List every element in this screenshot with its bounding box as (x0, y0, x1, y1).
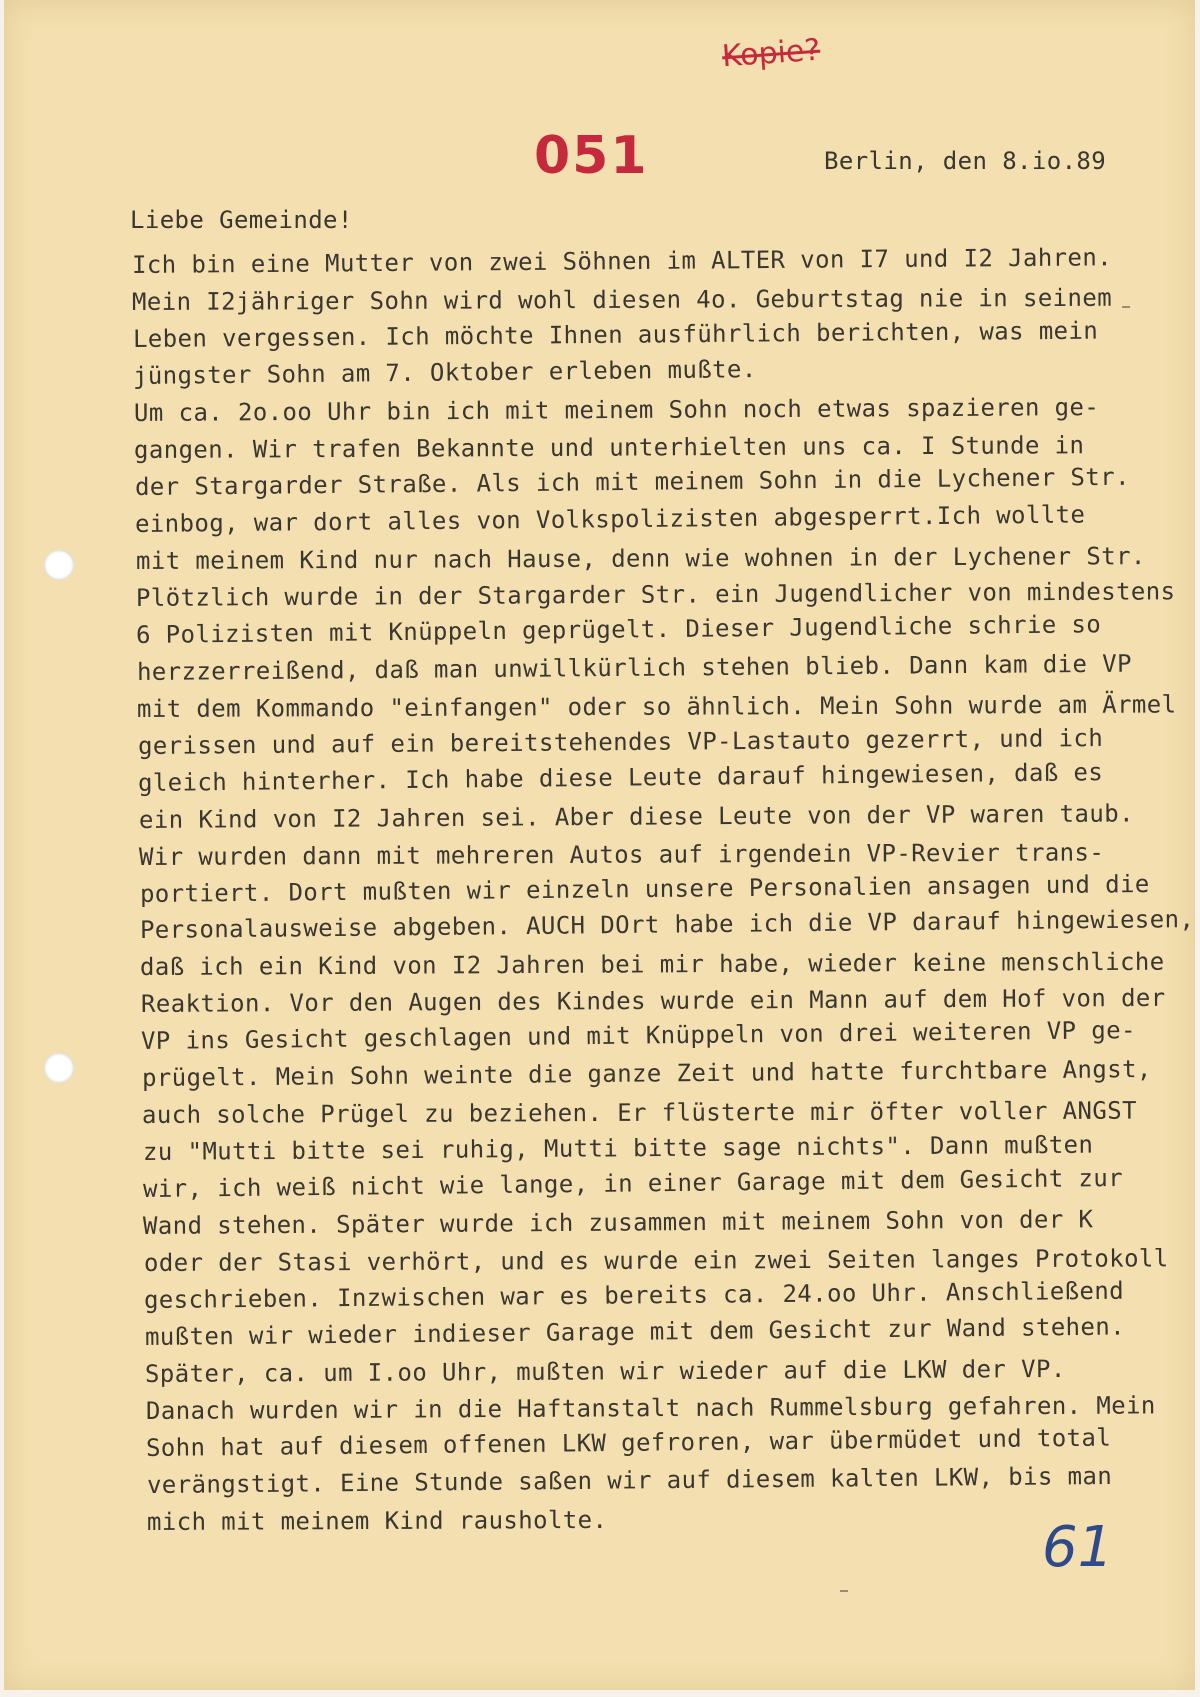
letter-date: Berlin, den 8.io.89 (824, 147, 1107, 175)
archive-stamp-number: 051 (534, 126, 649, 186)
letter-line: zu "Mutti bitte sei ruhig, Mutti bitte sage nichts". Dann mußten (142, 1130, 1094, 1167)
top-scribble: Kopie? (720, 32, 822, 75)
margin-mark (1122, 306, 1130, 308)
letter-line: Mein I2jähriger Sohn wird wohl diesen 4o. Geburtstag nie in seinem (132, 283, 1113, 316)
letter-line: Personalausweise abgeben. AUCH DOrt habe ich die VP darauf hingewiesen, (139, 905, 1195, 945)
letter-line: Ich bin eine Mutter von zwei Söhnen im ALTER von I7 und I2 Jahren. (131, 243, 1113, 279)
letter-line: gleich hinterher. Ich habe diese Leute darauf hingewiesen, daß es (138, 757, 1104, 797)
letter-line: daß ich ein Kind von I2 Jahren bei mir habe, wieder keine menschliche (140, 948, 1166, 982)
letter-line: Um ca. 2o.oo Uhr bin ich mit meinem Sohn noch etwas spazieren ge- (133, 392, 1100, 427)
margin-mark (840, 1590, 848, 1592)
punch-hole-top (44, 550, 74, 580)
salutation: Liebe Gemeinde! (130, 206, 353, 234)
letter-line: gerissen und auf ein bereitstehendes VP-Lastauto gezerrt, und ich (137, 723, 1104, 760)
letter-line: Sohn hat auf diesem offenen LKW gefroren, war übermüdet und total (145, 1423, 1112, 1463)
letter-line: oder der Stasi verhört, und es wurde ein zwei Seiten langes Protokoll (143, 1244, 1169, 1278)
letter-line: portiert. Dort mußten wir einzeln unsere Personalien ansagen und die (139, 869, 1150, 908)
letter-line: VP ins Gesicht geschlagen und mit Knüppeln von drei weiteren VP ge- (141, 1016, 1137, 1056)
letter-line: Reaktion. Vor den Augen des Kindes wurde ein Mann auf dem Hof von der (140, 984, 1166, 1019)
letter-line: wir, ich weiß nicht wie lange, in einer Garage mit dem Gesicht zur (142, 1164, 1124, 1204)
letter-line: auch solche Prügel zu beziehen. Er flüsterte mir öfter voller ANGST (142, 1096, 1138, 1130)
letter-line: geschrieben. Inzwischen war es bereits ca. 24.oo Uhr. Anschließend (144, 1276, 1125, 1315)
letter-line: prügelt. Mein Sohn weinte die ganze Zeit und hatte furchtbare Angst, (141, 1055, 1152, 1093)
letter-line: Plötzlich wurde in der Stargarder Str. ein Jugendlicher von mindestens (135, 577, 1176, 612)
letter-line: mit dem Kommando "einfangen" oder so ähnlich. Mein Sohn wurde am Ärmel (137, 690, 1177, 723)
letter-line: gangen. Wir trafen Bekannte und unterhielten uns ca. I Stunde in (134, 431, 1085, 464)
letter-line: Danach wurden wir in die Haftanstalt nach Rummelsburg gefahren. Mein (145, 1391, 1156, 1426)
letter-line: mich mit meinem Kind rausholte. (146, 1505, 608, 1536)
letter-line: Später, ca. um I.oo Uhr, mußten wir wieder auf die LKW der VP. (145, 1355, 1066, 1389)
letter-line: 6 Polizisten mit Knüppeln geprügelt. Dieser Jugendliche schrie so (136, 609, 1102, 649)
letter-line: herzzerreißend, daß man unwillkürlich stehen blieb. Dann kam die VP (136, 649, 1132, 686)
letter-line: einbog, war dort alles von Volkspolizisten abgesperrt.Ich wollte (134, 500, 1086, 538)
letter-line: Leben vergessen. Ich möchte Ihnen ausführlich berichten, was mein (132, 316, 1099, 353)
letter-line: mit meinem Kind nur nach Hause, denn wie wohnen in der Lychener Str. (135, 541, 1146, 575)
letter-line: ein Kind von I2 Jahren sei. Aber diese Leute von der VP waren taub. (138, 798, 1134, 834)
letter-line: Wand stehen. Später wurde ich zusammen mit meinem Sohn von der K (143, 1205, 1094, 1241)
letter-line: verängstigt. Eine Stunde saßen wir auf diesem kalten LKW, bis man (146, 1461, 1112, 1500)
letter-line: mußten wir wieder indieser Garage mit dem Gesicht zur Wand stehen. (144, 1312, 1125, 1352)
letter-line: der Stargarder Straße. Als ich mit meinem Sohn in die Lychener Str. (134, 462, 1130, 501)
letter-line: Wir wurden dann mit mehreren Autos auf irgendein VP-Revier trans- (138, 837, 1105, 871)
letter-line: jüngster Sohn am 7. Oktober erleben mußte. (133, 354, 758, 390)
page-number-annotation: 61 (1042, 1515, 1114, 1580)
punch-hole-bottom (44, 1053, 74, 1083)
letter-page (4, 0, 1195, 1690)
